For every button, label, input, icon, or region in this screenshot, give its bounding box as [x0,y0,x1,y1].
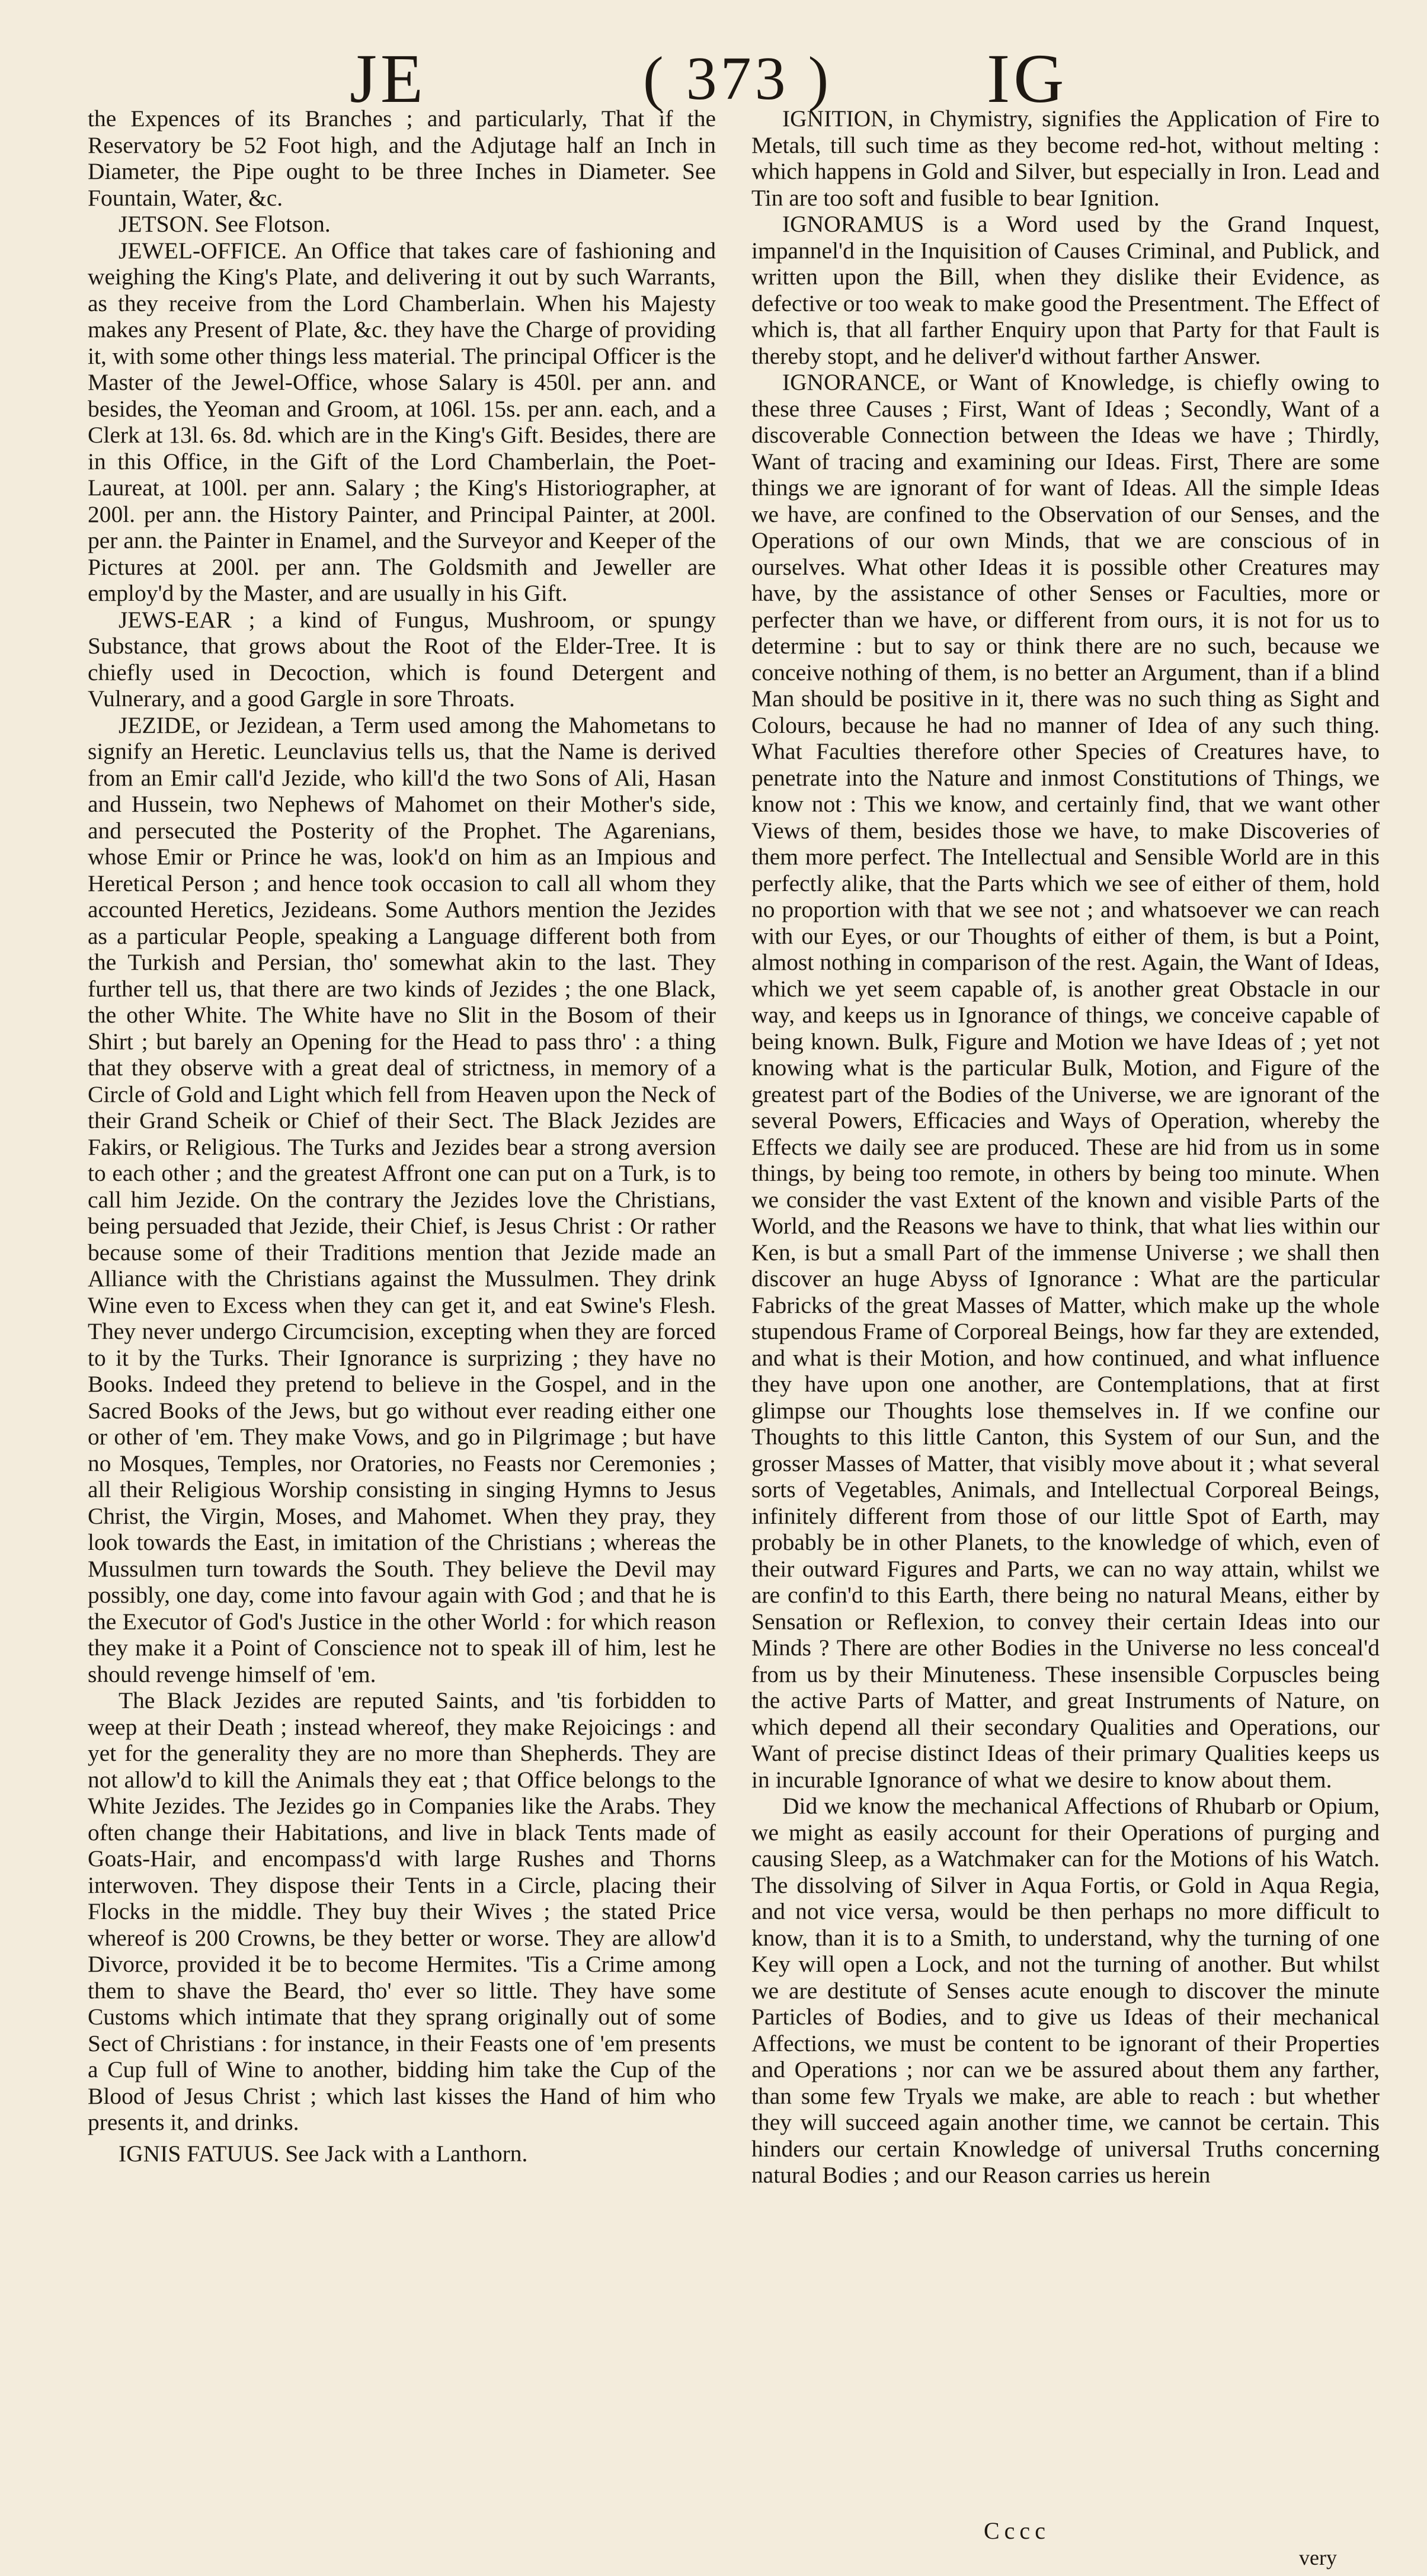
signature-mark: Cccc [984,2517,1050,2544]
header-left-guide: JE [350,40,427,117]
entry-ignoramus: IGNORAMUS is a Word used by the Grand Inquest, impannel'd in the Inquisition of Causes Criminal, and Publick, and written upon the Bill, when they dislike their Evidence, as defective or too weak to make good the Presentment. The Effect of which is, that all farther Enquiry upon that Party for that Fault is thereby stopt, and he deliver'd without farther Answer. [751,211,1380,369]
header-right-guide: IG [987,40,1068,117]
left-column [88,105,716,2167]
entry-ignis-fatuus: IGNIS FATUUS. See Jack with a Lanthorn. [119,2140,528,2167]
entry-jetson: JETSON. See Flotson. [119,211,331,237]
entry-jewel-office: JEWEL-OFFICE. An Office that takes care of fashioning and weighing the King's Plate, and delivering it out by such Warrants, as they receive from the Lord Chamberlain. When his Majesty makes any Present of Plate, &c. they have the Charge of providing it, with some other things less material. The principal Officer is the Master of the Jewel-Office, whose Salary is 450l. per ann. and besides, the Yeoman and Groom, at 106l. 15s. per ann. each, and a Clerk at 13l. 6s. 8d. which are in the King's Gift. Besides, there are in this Office, in the Gift of the Lord Chamberlain, the Poet-Laureat, at 100l. per ann. Salary ; the King's Historiographer, at 200l. per ann. the History Painter, and Principal Painter, at 200l. per ann. the Painter in Enamel, and the Surveyor and Keeper of the Pictures at 200l. per ann. The Goldsmith and Jeweller are employ'd by the Master, and are usually in his Gift. [88,237,716,606]
catchword: very [1299,2546,1337,2569]
entry-continuation: the Expences of its Branches ; and particularly, That if the Reservatory be 52 Foot high, and the Adjutage half an Inch in Diameter, the Pipe ought to be three Inches in Diameter. See Fountain, Water, &c. [88,105,716,211]
entry-ignition: IGNITION, in Chymistry, signifies the Application of Fire to Metals, till such time as they become red-hot, without melting : which happens in Gold and Silver, but especially in Iron. Lead and Tin are too soft and fusible to bear Ignition. [751,105,1380,211]
page-number: ( 373 ) [643,44,833,113]
right-column [751,105,1380,2189]
entry-ignorance: IGNORANCE, or Want of Knowledge, is chiefly owing to these three Causes ; First, Want of Ideas ; Secondly, Want of a discoverable Connection between the Ideas we have ; Thirdly, Want of tracing and examining our Ideas. First, There are some things we are ignorant of for want of Ideas. All the simple Ideas we have, are confined to the Observation of our Senses, and the Operations of our own Minds, that we are conscious of in ourselves. What other Ideas it is possible other Creatures may have, by the assistance of other Senses or Faculties, more or perfecter than we have, or different from ours, it is not for us to determine : but to say or think there are no such, because we conceive nothing of them, is no better an Argument, than if a blind Man should be positive in it, there was no such thing as Sight and Colours, because he had no manner of Idea of any such thing. What Faculties therefore other Species of Creatures have, to penetrate into the Nature and inmost Constitutions of Things, we know not : This we know, and certainly find, that we want other Views of them, besides those we have, to make Discoveries of them more perfect. The Intellectual and Sensible World are in this perfectly alike, that the Parts which we see of either of them, hold no proportion with that we see not ; and whatsoever we can reach with our Eyes, or our Thoughts of either of them, is but a Point, almost nothing in comparison of the rest. Again, the Want of Ideas, which we yet seem capable of, is another great Obstacle in our way, and keeps us in Ignorance of things, we conceive capable of being known. Bulk, Figure and Motion we have Ideas of ; yet not knowing what is the particular Bulk, Motion, and Figure of the greatest part of the Bodies of the Universe, we are ignorant of the several Powers, Efficacies and Ways of Operation, whereby the Effects we daily see are produced. These are hid from us in some things, by being too remote, in others by being too minute. When we consider the vast Extent of the known and visible Parts of the World, and the Reasons we have to think, that what lies within our Ken, is but a small Part of the immense Universe ; we shall then discover an huge Abyss of Ignorance : What are the particular Fabricks of the great Masses of Matter, which make up the whole stupendous Frame of Corporeal Beings, how far they are extended, and what is their Motion, and how continued, and what influence they have upon one another, are Contemplations, that at first glimpse our Thoughts lose themselves in. If we confine our Thoughts to this little Canton, this System of our Sun, and the grosser Masses of Matter, that visibly move about it ; what several sorts of Vegetables, Animals, and Intellectual Corporeal Beings, infinitely different from those of our little Spot of Earth, may probably be in other Planets, to the knowledge of which, even of their outward Figures and Parts, we can no way attain, whilst we are confin'd to this Earth, there being no natural Means, either by Sensation or Reflexion, to convey their certain Ideas into our Minds ? There are other Bodies in the Universe no less conceal'd from us by their Minuteness. These insensible Corpuscles being the active Parts of Matter, and great Instruments of Nature, on which depend all their secondary Qualities and Operations, our Want of precise distinct Ideas of their primary Qualities keeps us in incurable Ignorance of what we desire to know about them. [751,369,1380,1793]
entry-jezide: JEZIDE, or Jezidean, a Term used among the Mahometans to signify an Heretic. Leunclavius tells us, that the Name is derived from an Emir call'd Jezide, who kill'd the two Sons of Ali, Hasan and Hussein, two Nephews of Mahomet on their Mother's side, and persecuted the Posterity of the Prophet. The Agarenians, whose Emir or Prince he was, look'd on him as an Impious and Heretical Person ; and hence took occasion to call all whom they accounted Heretics, Jezideans. Some Authors mention the Jezides as a particular People, speaking a Language different both from the Turkish and Persian, tho' somewhat akin to the last. They further tell us, that there are two kinds of Jezides ; the one Black, the other White. The White have no Slit in the Bosom of their Shirt ; but barely an Opening for the Head to pass thro' : a thing that they observe with a great deal of strictness, in memory of a Circle of Gold and Light which fell from Heaven upon the Neck of their Grand Scheik or Chief of their Sect. The Black Jezides are Fakirs, or Religious. The Turks and Jezides bear a strong aversion to each other ; and the greatest Affront one can put on a Turk, is to call him Jezide. On the contrary the Jezides love the Christians, being persuaded that Jezide, their Chief, is Jesus Christ : Or rather because some of their Traditions mention that Jezide made an Alliance with the Christians against the Mussulmen. They drink Wine even to Excess when they can get it, and eat Swine's Flesh. They never undergo Circumcision, excepting when they are forced to it by the Turks. Their Ignorance is surprizing ; they have no Books. Indeed they pretend to believe in the Gospel, and in the Sacred Books of the Jews, but go without ever reading either one or other of 'em. They make Vows, and go in Pilgrimage ; but have no Mosques, Temples, nor Oratories, no Feasts nor Ceremonies ; all their Religious Worship consisting in singing Hymns to Jesus Christ, the Virgin, Moses, and Mahomet. When they pray, they look towards the East, in imitation of the Christians ; whereas the Mussulmen turn towards the South. They believe the Devil may possibly, one day, come into favour again with God ; and that he is the Executor of God's Justice in the other World : for which reason they make it a Point of Conscience not to speak ill of him, lest he should revenge himself of 'em. [88,712,716,1687]
entry-jews-ear: JEWS-EAR ; a kind of Fungus, Mushroom, or spungy Substance, that grows about the Root of the Elder-Tree. It is chiefly used in Decoction, which is found Detergent and Vulnerary, and a good Gargle in sore Throats. [88,606,716,712]
entry-jezide-black: The Black Jezides are reputed Saints, and 'tis forbidden to weep at their Death ; instead whereof, they make Rejoicings : and yet for the generality they are no more than Shepherds. They are not allow'd to kill the Animals they eat ; that Office belongs to the White Jezides. The Jezides go in Companies like the Arabs. They often change their Habitations, and live in black Tents made of Goats-Hair, and encompass'd with large Rushes and Thorns interwoven. They dispose their Tents in a Circle, placing their Flocks in the middle. They buy their Wives ; the stated Price whereof is 200 Crowns, be they better or worse. They are allow'd Divorce, provided it be to become Hermites. 'Tis a Crime among them to shave the Beard, tho' ever so little. They have some Customs which intimate that they sprang originally out of some Sect of Christians : for instance, in their Feasts one of 'em presents a Cup full of Wine to another, bidding him take the Cup of the Blood of Jesus Christ ; which last kisses the Hand of him who presents it, and drinks. [88,1687,716,2135]
entry-ignorance-continued: Did we know the mechanical Affections of Rhubarb or Opium, we might as easily account for their Operations of purging and causing Sleep, as a Watchmaker can for the Motions of his Watch. The dissolving of Silver in Aqua Fortis, or Gold in Aqua Regia, and not vice versa, would be then perhaps no more difficult to know, than it is to a Smith, to understand, why the turning of one Key will open a Lock, and not the turning of another. But whilst we are destitute of Senses acute enough to discover the minute Particles of Bodies, and to give us Ideas of their mechanical Affections, we must be content to be ignorant of their Properties and Operations ; nor can we be assured about them any farther, than some few Tryals we make, are able to reach : but whether they will succeed again another time, we cannot be certain. This hinders our certain Knowledge of universal Truths concerning natural Bodies ; and our Reason carries us herein [751,1793,1380,2188]
